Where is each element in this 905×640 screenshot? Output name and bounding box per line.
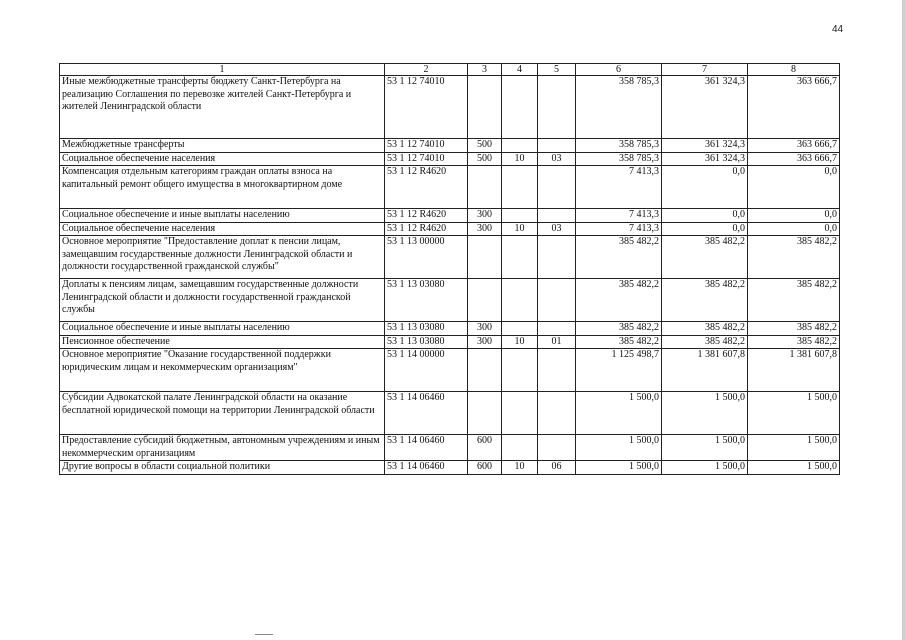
amount-year-1: 385 482,2 bbox=[576, 236, 662, 279]
subsection bbox=[538, 322, 576, 336]
expense-type bbox=[468, 392, 502, 435]
expense-type: 300 bbox=[468, 222, 502, 236]
section bbox=[502, 166, 538, 209]
amount-year-2: 361 324,3 bbox=[662, 76, 748, 139]
row-name: Основное мероприятие "Предоставление доплат к пенсии лицам, замещавшим государственные должности Ленинградской области и должности государственной гражданской службы" bbox=[60, 236, 385, 279]
table-row bbox=[60, 392, 840, 435]
target-code: 53 1 12 74010 bbox=[385, 76, 468, 139]
section bbox=[502, 279, 538, 322]
subsection bbox=[538, 236, 576, 279]
table-row bbox=[60, 279, 840, 322]
amount-year-3: 385 482,2 bbox=[748, 335, 840, 349]
table-row bbox=[60, 322, 840, 336]
row-name: Субсидии Адвокатской палате Ленинградской области на оказание бесплатной юридической помощи на территории Ленинградской области bbox=[60, 392, 385, 435]
table-row bbox=[60, 335, 840, 349]
expense-type: 300 bbox=[468, 209, 502, 223]
target-code: 53 1 12 R4620 bbox=[385, 166, 468, 209]
row-name: Основное мероприятие "Оказание государственной поддержки юридическим лицам и некоммерческим организациям" bbox=[60, 349, 385, 392]
expense-type: 500 bbox=[468, 152, 502, 166]
amount-year-3: 1 500,0 bbox=[748, 461, 840, 475]
row-name: Социальное обеспечение населения bbox=[60, 222, 385, 236]
amount-year-2: 0,0 bbox=[662, 166, 748, 209]
row-name: Пенсионное обеспечение bbox=[60, 335, 385, 349]
subsection bbox=[538, 139, 576, 153]
section bbox=[502, 392, 538, 435]
amount-year-3: 363 666,7 bbox=[748, 76, 840, 139]
amount-year-1: 7 413,3 bbox=[576, 166, 662, 209]
amount-year-1: 1 125 498,7 bbox=[576, 349, 662, 392]
amount-year-2: 361 324,3 bbox=[662, 152, 748, 166]
expense-type bbox=[468, 166, 502, 209]
column-header: 6 bbox=[576, 64, 662, 76]
row-name: Иные межбюджетные трансферты бюджету Санкт-Петербурга на реализацию Соглашения по перевозке жителей Санкт-Петербурга и жителей Ленинградской области bbox=[60, 76, 385, 139]
amount-year-2: 1 500,0 bbox=[662, 392, 748, 435]
amount-year-1: 385 482,2 bbox=[576, 335, 662, 349]
amount-year-3: 363 666,7 bbox=[748, 139, 840, 153]
target-code: 53 1 14 06460 bbox=[385, 392, 468, 435]
expense-type: 600 bbox=[468, 461, 502, 475]
subsection bbox=[538, 209, 576, 223]
row-name: Другие вопросы в области социальной политики bbox=[60, 461, 385, 475]
section bbox=[502, 236, 538, 279]
expense-type: 500 bbox=[468, 139, 502, 153]
column-header: 1 bbox=[60, 64, 385, 76]
section bbox=[502, 349, 538, 392]
section bbox=[502, 76, 538, 139]
amount-year-1: 385 482,2 bbox=[576, 322, 662, 336]
amount-year-1: 358 785,3 bbox=[576, 76, 662, 139]
amount-year-3: 1 500,0 bbox=[748, 435, 840, 461]
subsection bbox=[538, 279, 576, 322]
scan-artifact-mark bbox=[255, 634, 273, 638]
amount-year-3: 1 500,0 bbox=[748, 392, 840, 435]
row-name: Социальное обеспечение и иные выплаты населению bbox=[60, 209, 385, 223]
subsection: 03 bbox=[538, 222, 576, 236]
amount-year-3: 1 381 607,8 bbox=[748, 349, 840, 392]
target-code: 53 1 12 R4620 bbox=[385, 222, 468, 236]
column-header: 7 bbox=[662, 64, 748, 76]
expense-type: 300 bbox=[468, 322, 502, 336]
section: 10 bbox=[502, 335, 538, 349]
amount-year-3: 363 666,7 bbox=[748, 152, 840, 166]
table-row bbox=[60, 152, 840, 166]
row-name: Доплаты к пенсиям лицам, замещавшим государственные должности Ленинградской области и должности государственной гражданской службы bbox=[60, 279, 385, 322]
section: 10 bbox=[502, 461, 538, 475]
amount-year-2: 385 482,2 bbox=[662, 236, 748, 279]
amount-year-2: 1 500,0 bbox=[662, 461, 748, 475]
amount-year-1: 1 500,0 bbox=[576, 392, 662, 435]
table-row bbox=[60, 236, 840, 279]
amount-year-2: 1 500,0 bbox=[662, 435, 748, 461]
amount-year-3: 385 482,2 bbox=[748, 322, 840, 336]
budget-table bbox=[59, 63, 840, 475]
table-row bbox=[60, 76, 840, 139]
expense-type bbox=[468, 279, 502, 322]
section bbox=[502, 322, 538, 336]
row-name: Предоставление субсидий бюджетным, автономным учреждениям и иным некоммерческим организациям bbox=[60, 435, 385, 461]
subsection bbox=[538, 392, 576, 435]
page-number: 44 bbox=[832, 24, 844, 35]
amount-year-2: 385 482,2 bbox=[662, 279, 748, 322]
target-code: 53 1 14 00000 bbox=[385, 349, 468, 392]
target-code: 53 1 12 R4620 bbox=[385, 209, 468, 223]
target-code: 53 1 12 74010 bbox=[385, 139, 468, 153]
subsection: 01 bbox=[538, 335, 576, 349]
column-header: 8 bbox=[748, 64, 840, 76]
expense-type bbox=[468, 236, 502, 279]
expense-type bbox=[468, 76, 502, 139]
amount-year-2: 385 482,2 bbox=[662, 322, 748, 336]
amount-year-3: 0,0 bbox=[748, 166, 840, 209]
subsection bbox=[538, 76, 576, 139]
target-code: 53 1 12 74010 bbox=[385, 152, 468, 166]
section bbox=[502, 209, 538, 223]
subsection bbox=[538, 435, 576, 461]
amount-year-1: 1 500,0 bbox=[576, 461, 662, 475]
target-code: 53 1 14 06460 bbox=[385, 435, 468, 461]
amount-year-1: 7 413,3 bbox=[576, 209, 662, 223]
table-row bbox=[60, 461, 840, 475]
row-name: Социальное обеспечение населения bbox=[60, 152, 385, 166]
row-name: Межбюджетные трансферты bbox=[60, 139, 385, 153]
expense-type: 600 bbox=[468, 435, 502, 461]
table-row bbox=[60, 139, 840, 153]
column-header: 4 bbox=[502, 64, 538, 76]
amount-year-2: 0,0 bbox=[662, 209, 748, 223]
amount-year-2: 385 482,2 bbox=[662, 335, 748, 349]
subsection bbox=[538, 349, 576, 392]
subsection bbox=[538, 166, 576, 209]
section bbox=[502, 139, 538, 153]
section: 10 bbox=[502, 152, 538, 166]
section bbox=[502, 435, 538, 461]
target-code: 53 1 13 00000 bbox=[385, 236, 468, 279]
amount-year-1: 385 482,2 bbox=[576, 279, 662, 322]
target-code: 53 1 14 06460 bbox=[385, 461, 468, 475]
table-row bbox=[60, 209, 840, 223]
subsection: 06 bbox=[538, 461, 576, 475]
amount-year-3: 0,0 bbox=[748, 222, 840, 236]
row-name: Социальное обеспечение и иные выплаты населению bbox=[60, 322, 385, 336]
amount-year-1: 1 500,0 bbox=[576, 435, 662, 461]
target-code: 53 1 13 03080 bbox=[385, 335, 468, 349]
target-code: 53 1 13 03080 bbox=[385, 322, 468, 336]
amount-year-1: 358 785,3 bbox=[576, 152, 662, 166]
table-header-row bbox=[60, 64, 840, 76]
subsection: 03 bbox=[538, 152, 576, 166]
amount-year-3: 385 482,2 bbox=[748, 279, 840, 322]
expense-type bbox=[468, 349, 502, 392]
amount-year-2: 1 381 607,8 bbox=[662, 349, 748, 392]
table-row bbox=[60, 222, 840, 236]
section: 10 bbox=[502, 222, 538, 236]
expense-type: 300 bbox=[468, 335, 502, 349]
target-code: 53 1 13 03080 bbox=[385, 279, 468, 322]
amount-year-2: 361 324,3 bbox=[662, 139, 748, 153]
amount-year-1: 358 785,3 bbox=[576, 139, 662, 153]
column-header: 3 bbox=[468, 64, 502, 76]
amount-year-1: 7 413,3 bbox=[576, 222, 662, 236]
column-header: 5 bbox=[538, 64, 576, 76]
amount-year-3: 0,0 bbox=[748, 209, 840, 223]
table-row bbox=[60, 349, 840, 392]
amount-year-2: 0,0 bbox=[662, 222, 748, 236]
row-name: Компенсация отдельным категориям граждан оплаты взноса на капитальный ремонт общего имущества в многоквартирном доме bbox=[60, 166, 385, 209]
column-header: 2 bbox=[385, 64, 468, 76]
table-row bbox=[60, 166, 840, 209]
table-row bbox=[60, 435, 840, 461]
amount-year-3: 385 482,2 bbox=[748, 236, 840, 279]
